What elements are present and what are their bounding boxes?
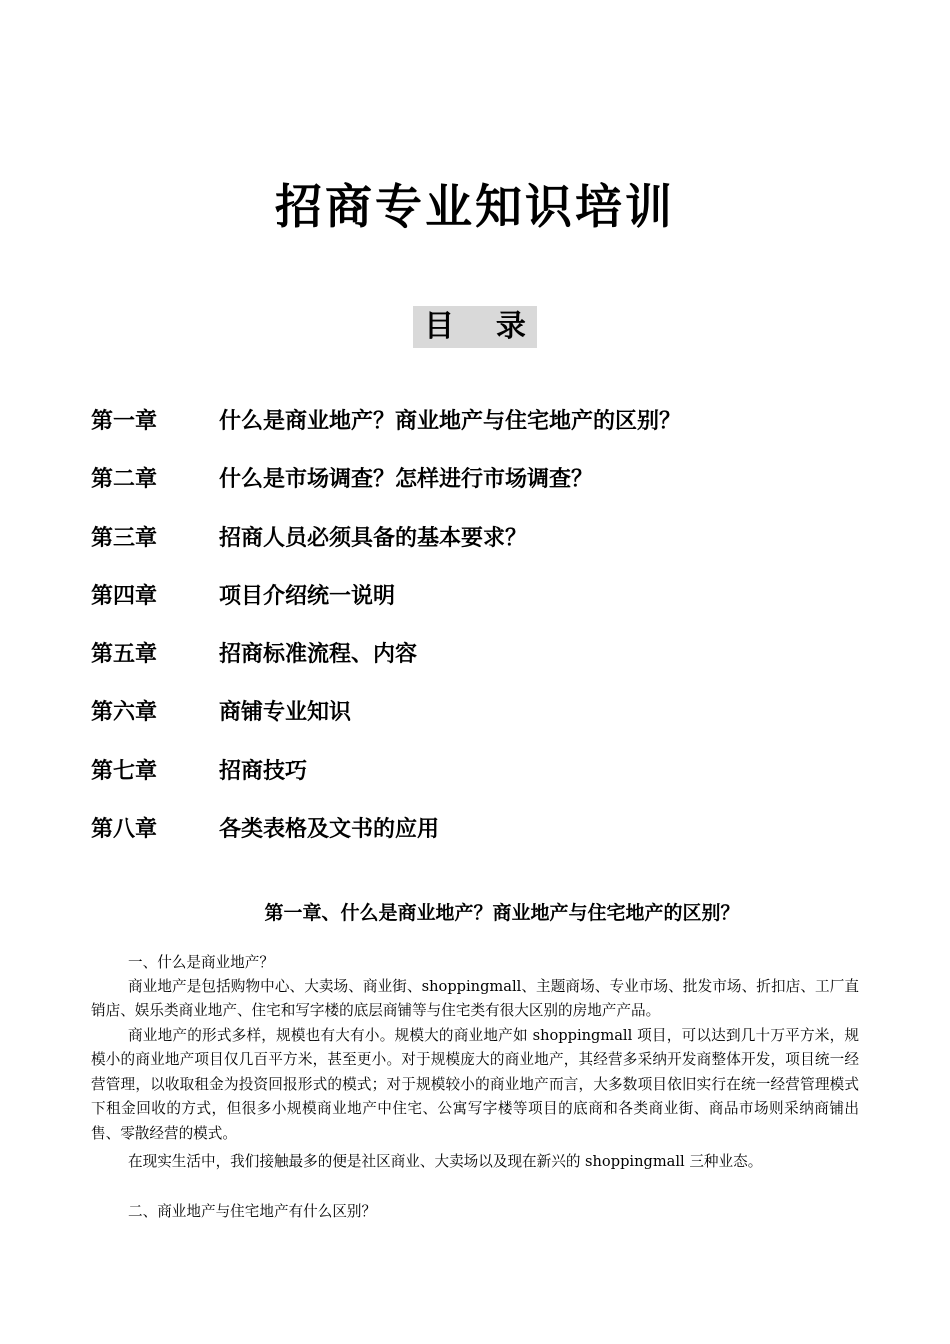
toc-item (91, 579, 891, 637)
toc-item (91, 812, 891, 870)
toc-chapter-title: 什么是市场调查？怎样进行市场调查？ (219, 467, 594, 493)
table-of-contents (91, 404, 891, 870)
paragraph: 商业地产的形式多样，规模也有大有小。规模大的商业地产如 shoppingmall 项目，可以达到几十万平方米，规模小的商业地产项目仅几百平方米，甚至更小。对于规模庞大的商业地产，其经营多采纳开发商整体开发，项目统一经营管理，以收取租金为投资回报形式的模式；对于规模较小的商业地产而言，大多数项目依旧实行在统一经营管理模式下租金回收的方式，但很多小规模商业地产中住宅、公寓写字楼等项目的底商和各类商业街、商品市场则采纳商铺出售、零散经营的模式。 (91, 1027, 859, 1142)
toc-chapter-number: 第四章 (91, 583, 158, 609)
toc-item (91, 462, 891, 520)
toc-chapter-title: 招商人员必须具备的基本要求？ (219, 525, 528, 551)
toc-chapter-number: 第三章 (91, 525, 158, 551)
toc-chapter-title: 什么是商业地产？商业地产与住宅地产的区别？ (219, 409, 682, 434)
toc-chapter-number: 第二章 (91, 467, 158, 493)
toc-item (91, 404, 891, 462)
toc-chapter-number: 第五章 (91, 642, 158, 668)
toc-chapter-title: 商铺专业知识 (219, 700, 352, 726)
section-title: 二、商业地产与住宅地产有什么区别？ (128, 1203, 377, 1220)
toc-chapter-number: 第一章 (91, 409, 158, 434)
toc-item (91, 754, 891, 812)
toc-chapter-title: 项目介绍统一说明 (219, 583, 396, 609)
toc-chapter-title: 各类表格及文书的应用 (219, 817, 440, 843)
toc-chapter-title: 招商技巧 (219, 758, 308, 784)
paragraph: 在现实生活中，我们接触最多的便是社区商业、大卖场以及现在新兴的 shoppingmall 三种业态。 (128, 1153, 763, 1170)
toc-chapter-number: 第七章 (91, 758, 158, 784)
toc-chapter-number: 第六章 (91, 700, 158, 726)
document-title: 招商专业知识培训 (275, 180, 675, 235)
toc-chapter-number: 第八章 (91, 817, 158, 843)
section-title: 一、什么是商业地产？ (128, 954, 274, 971)
chapter-heading: 第一章、什么是商业地产？商业地产与住宅地产的区别？ (264, 902, 740, 924)
toc-item (91, 695, 891, 753)
toc-heading: 目 录 (413, 306, 537, 348)
toc-chapter-title: 招商标准流程、内容 (219, 642, 418, 668)
toc-item (91, 637, 891, 695)
toc-item (91, 521, 891, 579)
paragraph: 商业地产是包括购物中心、大卖场、商业街、shoppingmall、主题商场、专业市场、批发市场、折扣店、工厂直销店、娱乐类商业地产、住宅和写字楼的底层商铺等与住宅类有很大区别的房地产产品。 (91, 978, 859, 1020)
